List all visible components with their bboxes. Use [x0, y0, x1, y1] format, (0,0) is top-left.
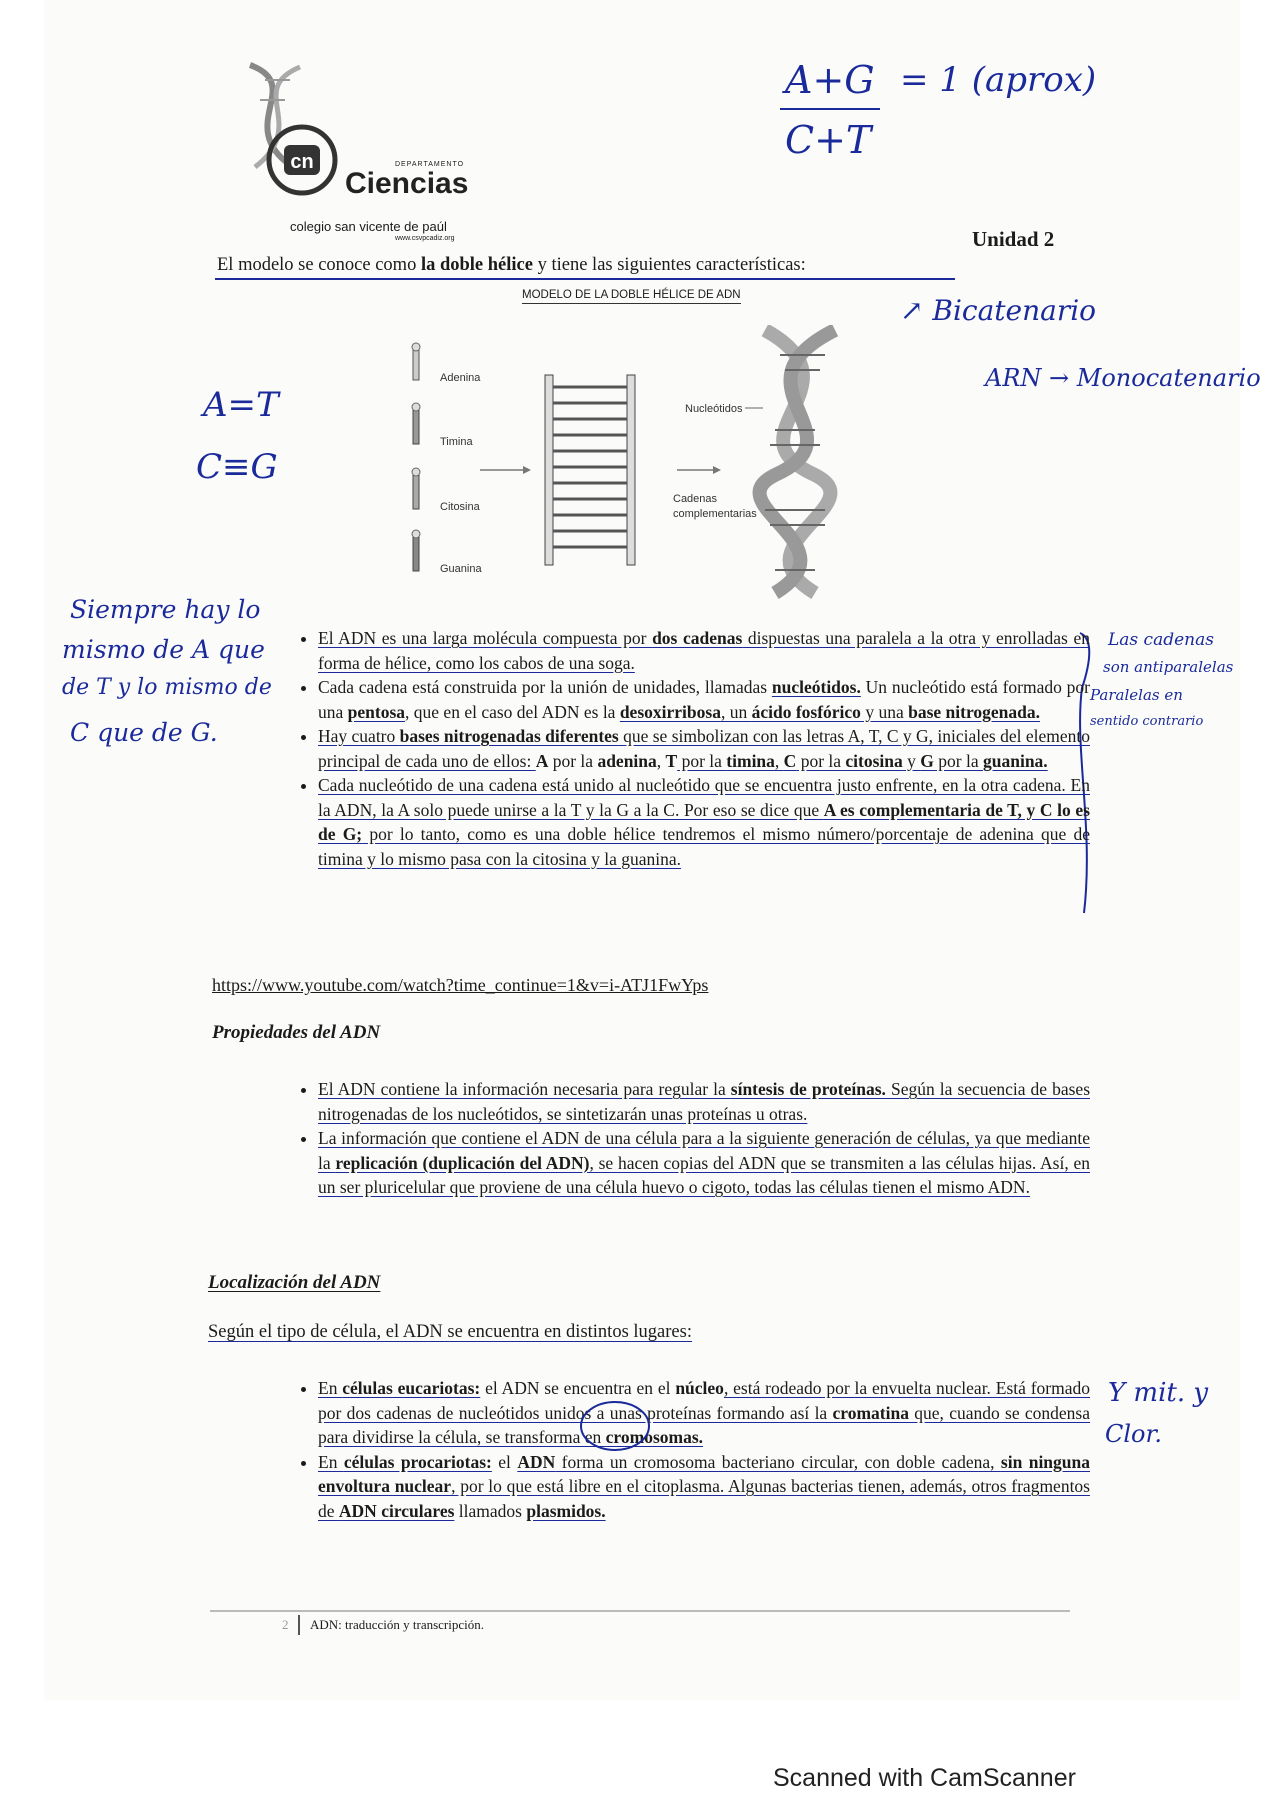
- label-guanina: Guanina: [440, 563, 482, 575]
- bullet-dos-cadenas: • El ADN es una larga molécula compuesta por dos cadenas dispuestas una paralela a la otra y enrolladas en forma de hélice, como los cabos de una soga.: [318, 626, 1090, 675]
- label-cadenas: Cadenas: [673, 493, 718, 505]
- scanner-watermark: Scanned with CamScanner: [773, 1764, 1076, 1792]
- unit-label: Unidad 2: [972, 227, 1055, 251]
- hand-arn: ARN → Monocatenario: [985, 364, 1261, 392]
- double-helix-icon: [760, 330, 835, 593]
- hand-pair-at: A=T: [203, 385, 279, 425]
- hand-bicatenario: ↗ Bicatenario: [900, 294, 1097, 327]
- hand-pair-cg: C≡G: [196, 447, 278, 487]
- propiedades-bullets: [296, 1077, 1090, 1200]
- intro-underline: [215, 278, 955, 280]
- formula-numerator: A+G: [785, 58, 875, 102]
- hand-circle-icon: [575, 1396, 655, 1456]
- logo-school: colegio san vicente de paúl: [290, 219, 447, 234]
- propiedades-title: Propiedades del ADN: [212, 1022, 381, 1043]
- footer-divider: [298, 1615, 300, 1635]
- localizacion-title: Localización del ADN: [208, 1272, 381, 1293]
- logo-name: Ciencias: [345, 167, 469, 200]
- formula-rhs: = 1 (aprox): [900, 60, 1097, 100]
- youtube-link[interactable]: https://www.youtube.com/watch?time_continue=1&v=i-ATJ1FwYps: [212, 975, 709, 995]
- intro-sentence: El modelo se conoce como la doble hélice y tiene las siguientes características:: [217, 255, 806, 275]
- label-complementarias: complementarias: [673, 508, 757, 520]
- hand-cadenas-3: Paralelas en: [1090, 686, 1183, 704]
- dna-ladder-icon: [545, 375, 635, 565]
- thymine-nucleotide-icon: [412, 403, 420, 444]
- logo-url: www.csvpcadiz.org: [395, 235, 455, 242]
- hand-siempre-4: C que de G.: [70, 718, 218, 747]
- hand-cadenas-4: sentido contrario: [1090, 714, 1204, 729]
- bullet-eucariotas: • En células eucariotas: el ADN se encuentra en el núcleo, está rodeado por la envuelta nuclear. Está formado por dos cadenas de nucleótidos unidos a unas proteínas formando así la cromatina que, cuando se condensa para dividirse la célula, se transforma en cromosomas.: [318, 1376, 1090, 1450]
- bullet-nucleotidos: • Cada cadena está construida por la unión de unidades, llamadas nucleótidos. Un nucleótido está formado por una pentosa, que en el caso del ADN es la desoxirribosa, un ácido fosfórico y una base nitrogenada.: [318, 675, 1090, 724]
- footer-page-number: 2: [282, 1617, 289, 1632]
- cytosine-nucleotide-icon: [412, 468, 420, 509]
- dna-structure-bullets: [296, 626, 1090, 871]
- formula-denominator: C+T: [785, 118, 872, 162]
- bullet-sintesis: • El ADN contiene la información necesaria para regular la síntesis de proteínas. Según la secuencia de bases nitrogenadas de los nucleótidos, se sintetizarán unas proteínas u otras.: [318, 1077, 1090, 1126]
- hand-ymit: Y mit. y: [1108, 1378, 1209, 1408]
- bullet-bases: • Hay cuatro bases nitrogenadas diferentes que se simbolizan con las letras A, T, C y G, iniciales del elemento principal de cada uno de ellos: A por la adenina, T por la timina, C por la citosina y G por la guanina.: [318, 724, 1090, 773]
- footer-text: ADN: traducción y transcripción.: [310, 1617, 485, 1632]
- bullet-procariotas: • En células procariotas: el ADN forma un cromosoma bacteriano circular, con doble cadena, sin ninguna envoltura nuclear, por lo que está libre en el citoplasma. Algunas bacterias tienen, además, otros fragmentos de ADN circulares llamados plasmidos.: [318, 1450, 1090, 1524]
- adenine-nucleotide-icon: [412, 343, 420, 380]
- hand-siempre-3: de T y lo mismo de: [62, 675, 272, 700]
- hand-cadenas-2: son antiparalelas: [1103, 658, 1234, 676]
- logo-circle-icon: [262, 120, 342, 200]
- guanine-nucleotide-icon: [412, 530, 420, 571]
- footer-rule: [210, 1610, 1070, 1612]
- localizacion-intro: Según el tipo de célula, el ADN se encuentra en distintos lugares:: [208, 1322, 692, 1342]
- label-citosina: Citosina: [440, 501, 480, 513]
- dna-model-diagram: [395, 325, 865, 600]
- label-nucleotidos: Nucleótidos: [685, 403, 743, 415]
- label-timina: Timina: [440, 436, 473, 448]
- hand-siempre-1: Siempre hay lo: [70, 595, 261, 624]
- bullet-complementaria: • Cada nucleótido de una cadena está unido al nucleótido que se encuentra justo enfrente, en la otra cadena. En la ADN, la A solo puede unirse a la T y la G a la C. Por eso se dice que A es complementaria de T, y C lo es de G; por lo tanto, como es una doble hélice tendremos el mismo número/porcentaje de adenina que de timina y lo mismo pasa con la citosina y la guanina.: [318, 773, 1090, 871]
- label-adenina: Adenina: [440, 372, 481, 384]
- formula-bar: [780, 108, 880, 110]
- hand-siempre-2: mismo de A que: [62, 635, 265, 664]
- diagram-title: MODELO DE LA DOBLE HÉLICE DE ADN: [522, 289, 741, 304]
- hand-cadenas-1: Las cadenas: [1108, 630, 1214, 650]
- hand-clor: Clor.: [1105, 1420, 1162, 1448]
- svg-text:cn: cn: [290, 151, 314, 173]
- bullet-replicacion: • La información que contiene el ADN de una célula para a la siguiente generación de células, ya que mediante la replicación (duplicación del ADN), se hacen copias del ADN que se transmiten a las células hijas. Así, en un ser pluricelular que proviene de una célula huevo o cigoto, todas las células tienen el mismo ADN.: [318, 1126, 1090, 1200]
- localizacion-bullets: [296, 1376, 1090, 1523]
- logo-dept: DEPARTAMENTO: [395, 161, 465, 168]
